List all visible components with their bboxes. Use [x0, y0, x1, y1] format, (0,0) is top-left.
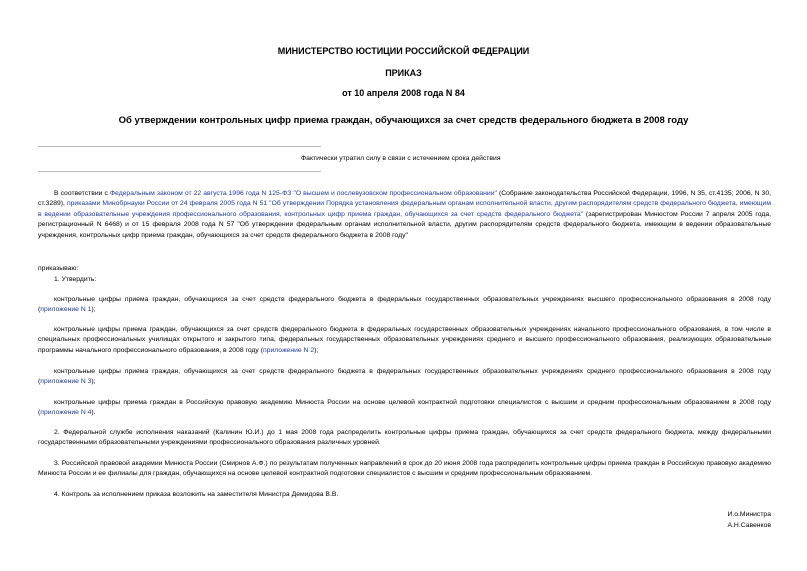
sub-item-3 — [38, 367, 771, 388]
sub-item-end: ); — [91, 378, 96, 386]
date-number-heading: от 10 апреля 2008 года N 84 — [342, 88, 465, 98]
divider-top — [38, 146, 321, 147]
sub-item-1 — [38, 295, 771, 316]
sub-item-2 — [38, 325, 771, 356]
signature-position: И.о.Министра — [727, 511, 771, 518]
appendix-2-link[interactable]: приложение N 2 — [263, 346, 315, 354]
item-1-title: 1. Утвердить: — [54, 276, 97, 283]
status-note — [38, 155, 771, 162]
ministry-orders-link[interactable]: приказами Минобрнауки России от 24 февраля 2005 года N 51 "Об утверждении Порядка установления федеральным органам исполнительной власти, другим распорядителям средств федерального бюджета, имеющим в ведении образовательные учреждения профессионального образования, контрольных цифр приема граждан, обучающихся за счет средств федерального бюджета" — [38, 200, 771, 218]
sub-item-end: ). — [91, 409, 96, 417]
doc-type-heading: ПРИКАЗ — [385, 68, 422, 78]
preamble-text-3: (зарегистрирован Минюстом России 7 апреля 2005 года, регистрационный N 6468) и от 15 февраля 2008 года N 57 "Об утверждении федеральным органам исполнительной власти, другим распорядителям средств федерального бюджета, имеющим в ведении образовательные учреждения, контрольных цифр приема граждан, обучающихся за счет средств федерального бюджета в 2008 году" — [38, 210, 771, 239]
status-note-text: Фактически утратил силу в связи с истечением срока действия — [301, 155, 501, 162]
order-word: приказываю: — [38, 265, 79, 272]
document-title: Об утверждении контрольных цифр приема граждан, обучающихся за счет средств федерального бюджета в 2008 году — [118, 115, 689, 126]
preamble-paragraph — [38, 189, 771, 241]
item-2: 2. Федеральной службе исполнения наказаний (Калинин Ю.И.) до 1 мая 2008 года распределить контрольные цифры приема граждан, обучающихся за счет средств федерального бюджета, между федеральными государственными образовательными учреждениями профессионального образования различных уровней. — [38, 429, 771, 447]
preamble-text-2: (Собрание законодательства Российской Федерации, 1996, N 35, ст.4135; 2006, N 30, ст.3289), — [38, 190, 772, 208]
sub-item-4 — [38, 398, 771, 419]
divider-bottom — [38, 171, 321, 172]
sub-item-end: ); — [91, 306, 96, 314]
item-4: 4. Контроль за исполнением приказа возложить на заместителя Министра Демидова В.В. — [54, 491, 339, 498]
item-3: 3. Российской правовой академии Минюста России (Смирнов А.Ф.) по результатам полученных направлений в срок до 20 июня 2008 года распределить контрольные цифры приема граждан в Российскую правовую академию Минюста России и ее филиалы для граждан, обучающихся на основе целевой контрактной подготовки специалистов с высшим и средним профессиональным образованием. — [38, 460, 771, 478]
sub-item-text: контрольные цифры приема граждан в Российскую правовую академию Минюста России на основе целевой контрактной подготовки специалистов с высшим и средним профессиональным образованием в 2008 году ( — [38, 399, 771, 417]
sub-item-text: контрольные цифры приема граждан, обучающихся за счет средств федерального бюджета в федеральных государственных образовательных учреждениях начального профессионального образования, в том числе в специальных профессиональных училищах открытого и закрытого типа, федеральных государственных образовательных учреждениях среднего и высшего профессионального образования, реализующих образовательные программы начального профессионального образования, в 2008 году ( — [38, 326, 771, 354]
signature-name: А.Н.Савенков — [727, 522, 771, 529]
appendix-1-link[interactable]: приложение N 1 — [40, 306, 92, 314]
federal-law-link[interactable]: Федеральным законом от 22 августа 1996 года N 125-ФЗ "О высшем и послевузовском профессиональном образовании" — [109, 190, 497, 197]
appendix-3-link[interactable]: приложение N 3 — [40, 378, 92, 386]
ministry-heading: МИНИСТЕРСТВО ЮСТИЦИИ РОССИЙСКОЙ ФЕДЕРАЦИИ — [277, 46, 530, 56]
appendix-4-link[interactable]: приложение N 4 — [40, 409, 92, 417]
sub-item-text: контрольные цифры приема граждан, обучающихся за счет средств федерального бюджета в федеральных государственных образовательных учреждениях среднего профессионального образования в 2008 году ( — [38, 368, 771, 386]
preamble-text-1: В соответствии с — [54, 190, 110, 197]
sub-item-text: контрольные цифры приема граждан, обучающихся за счет средств федерального бюджета в федеральных государственных образовательных учреждениях высшего профессионального образования в 2008 году ( — [38, 296, 771, 314]
sub-item-end: ); — [314, 346, 319, 354]
